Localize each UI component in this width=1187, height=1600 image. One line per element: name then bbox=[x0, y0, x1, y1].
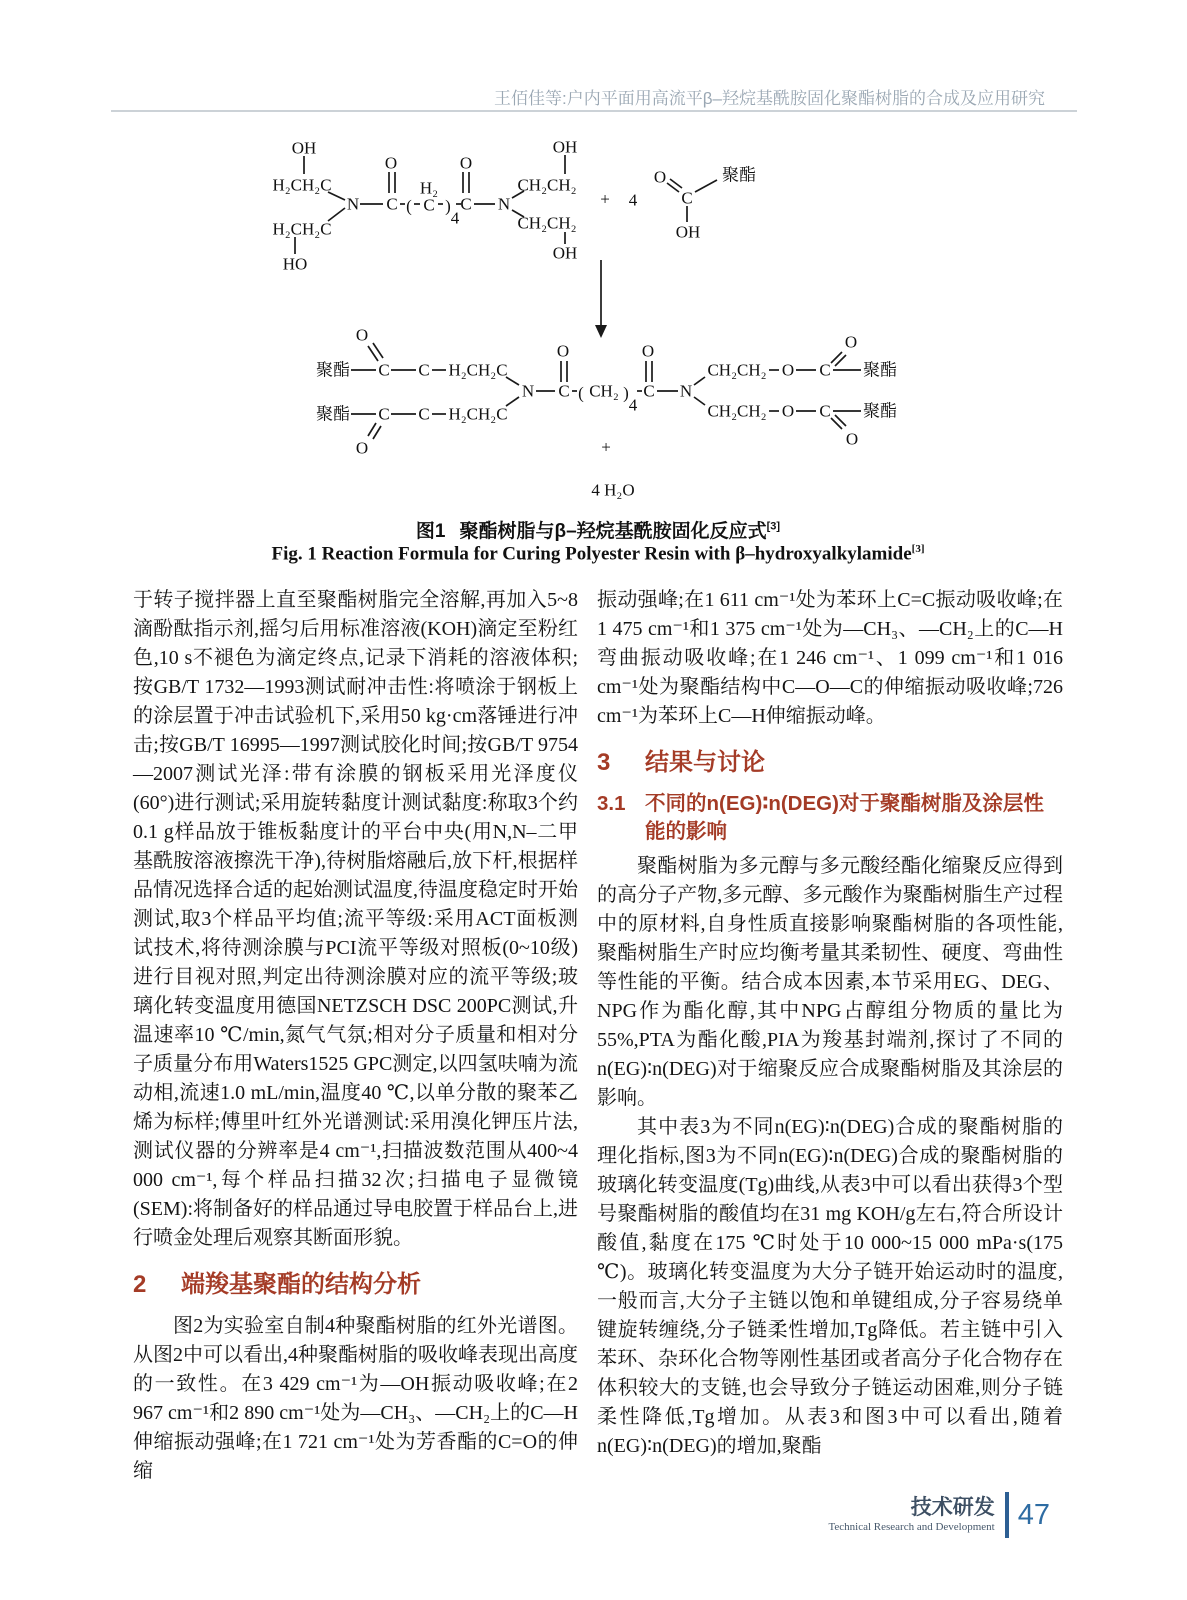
svg-text:CH₂CH₂: CH₂CH₂ bbox=[517, 213, 577, 233]
svg-text:OH: OH bbox=[552, 243, 578, 263]
right-column bbox=[597, 586, 1063, 1461]
svg-text:C: C bbox=[819, 360, 831, 380]
svg-text:OH: OH bbox=[552, 137, 578, 157]
paragraph-resin-background: 聚酯树脂为多元醇与多元酸经酯化缩聚反应得到的高分子产物,多元醇、多元酸作为聚酯树脂生产过程中的原材料,自身性质直接影响聚酯树脂的各项性能,聚酯树脂生产时应均衡考量其柔韧性、硬度、弯曲性等性能的平衡。结合成本因素,本节采用EG、DEG、NPG作为酯化醇,其中NPG占醇组分物质的量比为55%,PTA为酯化酸,PIA为羧基封端剂,探讨了不同的n(EG)∶n(DEG)对于缩聚反应合成聚酯树脂及其涂层的影响。 bbox=[597, 855, 1063, 1109]
section-3-title: 结果与讨论 bbox=[645, 749, 765, 776]
reaction-figure-svg bbox=[148, 114, 1048, 506]
svg-text:+: + bbox=[600, 189, 610, 209]
section-3-number: 3 bbox=[597, 749, 611, 776]
svg-text:4: 4 bbox=[450, 208, 460, 228]
paragraph-results-table3: 其中表3为不同n(EG)∶n(DEG)合成的聚酯树脂的理化指标,图3为不同n(EG)∶n(DEG)合成的聚酯树脂的玻璃化转变温度(Tg)曲线,从表3中可以看出获得3个型号聚酯树脂的酸值均在31 mg KOH/g左右,符合所设计酸值,黏度在175 ℃时处于10 000~15 000 mPa·s(175 ℃)。玻璃化转变温度为大分子链开始运动时的温度,一般而言,大分子主链以饱和单键组成,分子容易绕单键旋转缠绕,分子链柔性增加,Tg降低。若主链中引入苯环、杂环化合物等刚性基团或者高分子化合物存在体积较大的支链,也会导致分子链运动困难,则分子链柔性降低,Tg增加。从表3和图3中可以看出,随着n(EG)∶n(DEG)的增加,聚酯 bbox=[597, 1116, 1063, 1457]
svg-text:C: C bbox=[558, 381, 570, 401]
figure-1-caption-zh bbox=[133, 516, 1063, 543]
svg-text:HO: HO bbox=[282, 254, 308, 274]
svg-text:N: N bbox=[346, 194, 360, 214]
svg-text:O: O bbox=[781, 360, 795, 380]
svg-text:C: C bbox=[423, 195, 435, 215]
svg-text:OH: OH bbox=[675, 222, 701, 242]
section-3-1-heading bbox=[597, 790, 1063, 846]
svg-text:C: C bbox=[819, 401, 831, 421]
svg-text:C: C bbox=[378, 404, 390, 424]
svg-text:O: O bbox=[641, 341, 655, 361]
svg-text:H₂CH₂C: H₂CH₂C bbox=[448, 404, 508, 424]
figure-citation-zh: [3] bbox=[766, 520, 781, 533]
svg-text:CH₂CH₂: CH₂CH₂ bbox=[517, 175, 577, 195]
svg-text:H₂CH₂C: H₂CH₂C bbox=[448, 360, 508, 380]
svg-text:聚酯: 聚酯 bbox=[863, 360, 897, 380]
footer-section-label bbox=[828, 1496, 994, 1534]
svg-text:N: N bbox=[521, 381, 535, 401]
svg-text:O: O bbox=[845, 429, 859, 449]
figure-citation-en: [3] bbox=[911, 543, 925, 555]
footer-section-zh: 技术研发 bbox=[910, 1496, 995, 1519]
page-number: 47 bbox=[1017, 1499, 1050, 1531]
svg-text:聚酯: 聚酯 bbox=[863, 401, 897, 421]
svg-text:CH₂: CH₂ bbox=[589, 381, 619, 401]
svg-text:N: N bbox=[679, 381, 693, 401]
svg-text:聚酯: 聚酯 bbox=[316, 360, 350, 380]
section-2-heading bbox=[133, 1270, 578, 1300]
svg-text:(: ( bbox=[578, 383, 584, 403]
running-header: 王佰佳等:户内平面用高流平β–羟烷基酰胺固化聚酯树脂的合成及应用研究 bbox=[494, 89, 1045, 108]
svg-text:CH₂CH₂: CH₂CH₂ bbox=[707, 401, 767, 421]
svg-text:O: O bbox=[781, 401, 795, 421]
svg-text:C: C bbox=[681, 188, 693, 208]
paragraph-ir-spectra-continued: 振动强峰;在1 611 cm⁻¹处为苯环上C=C振动吸收峰;在1 475 cm⁻¹和1 375 cm⁻¹处为—CH₃、—CH₂上的C—H弯曲振动吸收峰;在1 246 cm⁻¹、1 099 cm⁻¹和1 016 cm⁻¹处为聚酯结构中C—O—C的伸缩振动吸收峰;726 cm⁻¹为苯环上C—H伸缩振动峰。 bbox=[597, 589, 1063, 727]
svg-text:H₂CH₂C: H₂CH₂C bbox=[272, 175, 332, 195]
svg-text:O: O bbox=[355, 325, 369, 345]
svg-text:O: O bbox=[653, 167, 667, 187]
paragraph-ir-spectra: 图2为实验室自制4种聚酯树脂的红外光谱图。从图2中可以看出,4种聚酯树脂的吸收峰表现出高度的一致性。在3 429 cm⁻¹为—OH振动吸收峰;在2 967 cm⁻¹和2 890 cm⁻¹处为—CH₃、—CH₂上的C—H伸缩振动强峰;在1 721 cm⁻¹处为芳香酯的C=O的伸缩 bbox=[133, 1315, 578, 1482]
svg-text:C: C bbox=[378, 360, 390, 380]
figure-1-caption-en bbox=[133, 543, 1063, 565]
header-rule bbox=[111, 110, 1077, 112]
figure-title-zh: 聚酯树脂与β–羟烷基酰胺固化反应式 bbox=[459, 521, 767, 542]
paragraph-test-methods: 于转子搅拌器上直至聚酯树脂完全溶解,再加入5~8滴酚酞指示剂,摇匀后用标准溶液(KOH)滴定至粉红色,10 s不褪色为滴定终点,记录下消耗的溶液体积;按GB/T 1732—1993测试耐冲击性:将喷涂于钢板上的涂层置于冲击试验机下,采用50 kg·cm落锤进行冲击;按GB/T 16995—1997测试胶化时间;按GB/T 9754—2007测试光泽:带有涂膜的钢板采用光泽度仪(60°)进行测试;采用旋转黏度计测试黏度:称取3个约0.1 g样品放于锥板黏度计的平台中央(用N,N–二甲基酰胺溶液擦洗干净),待树脂熔融后,放下杆,根据样品情况选择合适的起始测试温度,待温度稳定时开始测试,取3个样品平均值;流平等级:采用ACT面板测试技术,将待测涂膜与PCI流平等级对照板(0~10级)进行目视对照,判定出待测涂膜对应的流平等级;玻璃化转变温度用德国NETZSCH DSC 200PC测试,升温速率10 ℃/min,氮气气氛;相对分子质量和相对分子质量分布用Waters1525 GPC测定,以四氢呋喃为流动相,流速1.0 mL/min,温度40 ℃,以单分散的聚苯乙烯为标样;傅里叶红外光谱测试:采用溴化钾压片法,测试仪器的分辨率是4 cm⁻¹,扫描波数范围从400~4 000 cm⁻¹,每个样品扫描32次;扫描电子显微镜(SEM):将制备好的样品通过导电胶置于样品台上,进行喷金处理后观察其断面形貌。 bbox=[133, 589, 578, 1249]
section-3-1-title: 不同的n(EG)∶n(DEG)对于聚酯树脂及涂层性能的影响 bbox=[645, 792, 1044, 843]
svg-text:N: N bbox=[497, 194, 511, 214]
svg-text:O: O bbox=[355, 438, 369, 458]
svg-text:O: O bbox=[459, 153, 473, 173]
figure-1-reaction-diagram bbox=[148, 114, 1048, 506]
svg-text:C: C bbox=[460, 194, 472, 214]
svg-text:): ) bbox=[445, 196, 451, 216]
svg-text:): ) bbox=[623, 383, 629, 403]
svg-text:C: C bbox=[643, 381, 655, 401]
svg-text:+: + bbox=[601, 437, 611, 457]
svg-text:O: O bbox=[844, 332, 858, 352]
svg-text:4: 4 bbox=[628, 190, 638, 210]
svg-text:O: O bbox=[384, 153, 398, 173]
svg-text:聚酯: 聚酯 bbox=[722, 165, 756, 185]
section-3-heading bbox=[597, 748, 1063, 778]
svg-text:4: 4 bbox=[628, 395, 638, 415]
svg-text:H₂CH₂C: H₂CH₂C bbox=[272, 219, 332, 239]
svg-text:聚酯: 聚酯 bbox=[316, 404, 350, 424]
svg-text:C: C bbox=[418, 360, 430, 380]
left-column bbox=[133, 586, 578, 1486]
svg-text:C: C bbox=[418, 404, 430, 424]
footer-section-en: Technical Research and Development bbox=[828, 1521, 995, 1533]
svg-text:O: O bbox=[556, 341, 570, 361]
figure-label: 图1 bbox=[415, 521, 446, 542]
svg-text:H₂: H₂ bbox=[419, 178, 439, 198]
section-2-number: 2 bbox=[133, 1271, 147, 1298]
svg-text:OH: OH bbox=[291, 138, 317, 158]
section-3-1-number: 3.1 bbox=[597, 792, 626, 815]
footer-divider bbox=[1005, 1492, 1009, 1538]
svg-text:4 H₂O: 4 H₂O bbox=[591, 480, 635, 500]
footer bbox=[828, 1492, 1050, 1538]
figure-title-en: Fig. 1 Reaction Formula for Curing Polyester Resin with β–hydroxyalkylamide bbox=[271, 543, 912, 565]
svg-text:(: ( bbox=[406, 196, 412, 216]
svg-text:C: C bbox=[386, 194, 398, 214]
section-2-title: 端羧基聚酯的结构分析 bbox=[181, 1271, 421, 1298]
svg-text:CH₂CH₂: CH₂CH₂ bbox=[707, 360, 767, 380]
